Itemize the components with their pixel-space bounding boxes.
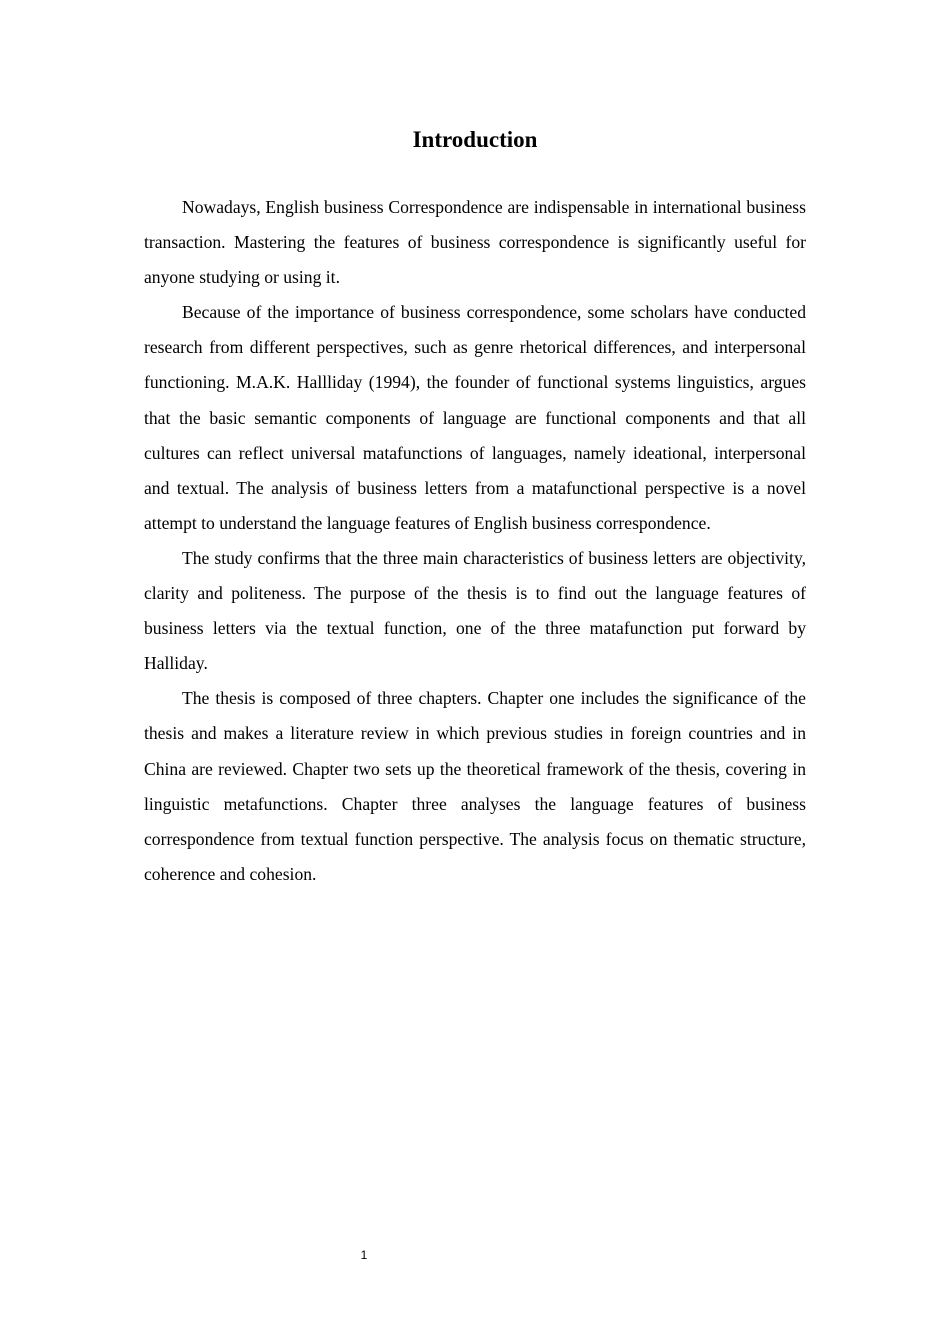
page-number: 1 xyxy=(360,1248,368,1262)
paragraph-2: Because of the importance of business correspondence, some scholars have conducted research from different perspectives, such as genre rhetorical differences, and interpersonal functioning. M.A.K. Hallliday (1994), the founder of functional systems linguistics, argues that the basic semantic components of language are functional components and that all cultures can reflect universal matafunctions of languages, namely ideational, interpersonal and textual. The analysis of business letters from a matafunctional perspective is a novel attempt to understand the language features of English business correspondence. xyxy=(144,302,806,533)
paragraph-3: The study confirms that the three main characteristics of business letters are objectivity, clarity and politeness. The purpose of the thesis is to find out the language features of business letters via the textual function, one of the three matafunction put forward by Halliday. xyxy=(144,547,806,674)
paragraph-1: Nowadays, English business Correspondence are indispensable in international business transaction. Mastering the features of business correspondence is significantly useful for anyone studying or using it. xyxy=(144,197,806,288)
introduction-body xyxy=(144,190,806,892)
page-title: Introduction xyxy=(412,127,538,152)
paragraph-4: The thesis is composed of three chapters. Chapter one includes the significance of the thesis and makes a literature review in which previous studies in foreign countries and in China are reviewed. Chapter two sets up the theoretical framework of the thesis, covering in linguistic metafunctions. Chapter three analyses the language features of business correspondence from textual function perspective. The analysis focus on thematic structure, coherence and cohesion. xyxy=(144,688,806,884)
